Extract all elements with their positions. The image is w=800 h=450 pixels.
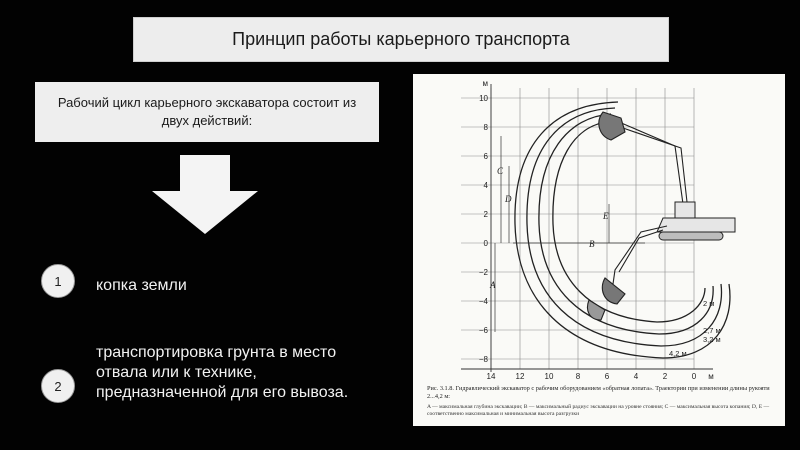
dimension-letter-e: E — [603, 211, 609, 221]
x-tick: 12 — [515, 372, 525, 381]
y-tick: −6 — [478, 326, 488, 335]
y-tick: −2 — [478, 268, 488, 277]
step-2-text: транспортировка грунта в место отвала или к технике, предназначенной для его вывоза. — [96, 344, 349, 401]
excavator-diagram — [413, 74, 785, 426]
y-tick: 8 — [483, 123, 488, 132]
cycle-description-text: Рабочий цикл карьерного экскаватора состоит из двух действий: — [57, 95, 357, 128]
x-axis-labels — [487, 372, 714, 381]
upper-boom-arm — [599, 112, 687, 204]
trajectory-labels — [669, 299, 721, 358]
x-tick: 0 — [691, 372, 697, 381]
x-tick: 4 — [633, 372, 639, 381]
x-tick: 10 — [544, 372, 554, 381]
figure-caption-title: Рис. 3.1.8. Гидравлический экскаватор с рабочим оборудованием «обратная лопата». Траектории при изменении длины рукояти 2...4,2 м: — [427, 385, 770, 400]
excavator-figure — [413, 74, 785, 426]
y-axis-unit: м — [482, 79, 488, 88]
x-tick: 8 — [575, 372, 581, 381]
trajectory-label: 3,2 м — [703, 335, 721, 344]
trajectory-label: 4,2 м — [669, 349, 687, 358]
y-tick: 2 — [483, 210, 488, 219]
trajectory-label: 2,7 м — [703, 326, 721, 335]
trajectory-label: 2 м — [703, 299, 715, 308]
excavator-body — [657, 202, 735, 240]
step-1-text: копка земли — [96, 277, 187, 294]
y-tick: 4 — [483, 181, 488, 190]
dimension-letter-b: B — [589, 239, 595, 249]
y-axis-labels — [479, 79, 489, 364]
slide-title-text: Принцип работы карьерного транспорта — [232, 29, 570, 49]
figure-caption-text: A — максимальная глубина экскавации; B — максимальный радиус экскавации на уровне стояния; C — максимальная высота копания; D, E — соответственно максимальная и минимальная высота разгрузки — [427, 404, 770, 417]
y-tick: −4 — [478, 297, 488, 306]
down-arrow-icon — [150, 155, 260, 235]
dimension-letter-c: C — [497, 166, 504, 176]
dimension-lines — [495, 136, 645, 332]
x-tick: 14 — [486, 372, 496, 381]
step-2-number — [41, 369, 75, 403]
lower-boom-arm — [588, 226, 668, 320]
dimension-letter-d: D — [505, 194, 512, 204]
x-tick: 6 — [604, 372, 610, 381]
step-1-number — [41, 264, 75, 298]
step-1-number-text: 1 — [54, 273, 62, 289]
dimension-letter-a: A — [490, 280, 496, 290]
step-2-number-text: 2 — [54, 378, 62, 394]
x-axis-unit: м — [708, 372, 714, 381]
slide-title — [133, 17, 669, 62]
y-tick: 0 — [483, 239, 488, 248]
y-tick: 6 — [483, 152, 488, 161]
y-tick: 10 — [479, 94, 488, 103]
x-tick: 2 — [662, 372, 668, 381]
cycle-description-box — [35, 82, 379, 142]
y-tick: −8 — [478, 355, 488, 364]
